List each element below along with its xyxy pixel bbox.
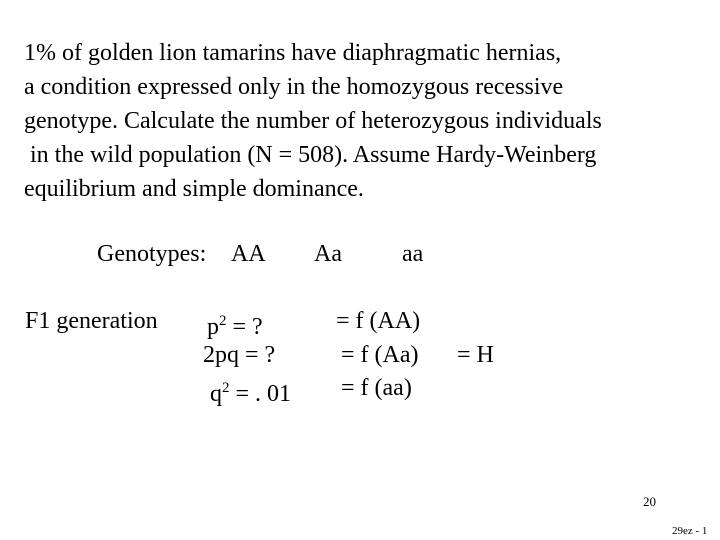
eq-base: 2pq bbox=[203, 342, 239, 368]
eq-base: q bbox=[210, 381, 222, 407]
eq-exponent: 2 bbox=[222, 380, 230, 396]
equation-2pq bbox=[203, 341, 275, 369]
eq-rest: = ? bbox=[239, 342, 276, 368]
eq-rest: = . 01 bbox=[229, 381, 292, 407]
f1-generation-label: F1 generation bbox=[25, 308, 158, 334]
genotypes-label: Genotypes: bbox=[97, 241, 207, 267]
eq-rest: = ? bbox=[226, 314, 263, 340]
problem-line-1: 1% of golden lion tamarins have diaphragmatic hernias, bbox=[24, 40, 562, 66]
problem-statement bbox=[24, 36, 714, 206]
heterozygosity-H: = H bbox=[457, 342, 494, 368]
genotype-AA: AA bbox=[231, 241, 266, 267]
equation-p-squared bbox=[207, 307, 263, 341]
slide-number: 20 bbox=[643, 494, 656, 509]
frequency-AA: = f (AA) bbox=[336, 308, 421, 334]
genotype-aa: aa bbox=[402, 241, 424, 267]
genotype-Aa: Aa bbox=[314, 241, 342, 267]
frequency-Aa: = f (Aa) bbox=[341, 342, 419, 368]
problem-line-5: equilibrium and simple dominance. bbox=[24, 176, 364, 202]
problem-line-4: in the wild population (N = 508). Assume Hardy-Weinberg bbox=[24, 142, 597, 168]
frequency-aa: = f (aa) bbox=[341, 375, 412, 401]
eq-base: p bbox=[207, 314, 219, 340]
slide-code: 29ez - 1 bbox=[672, 525, 708, 537]
eq-exponent: 2 bbox=[219, 313, 227, 329]
problem-line-2: a condition expressed only in the homozygous recessive bbox=[24, 74, 564, 100]
problem-line-3: genotype. Calculate the number of heterozygous individuals bbox=[24, 108, 602, 134]
equation-q-squared bbox=[210, 374, 291, 408]
